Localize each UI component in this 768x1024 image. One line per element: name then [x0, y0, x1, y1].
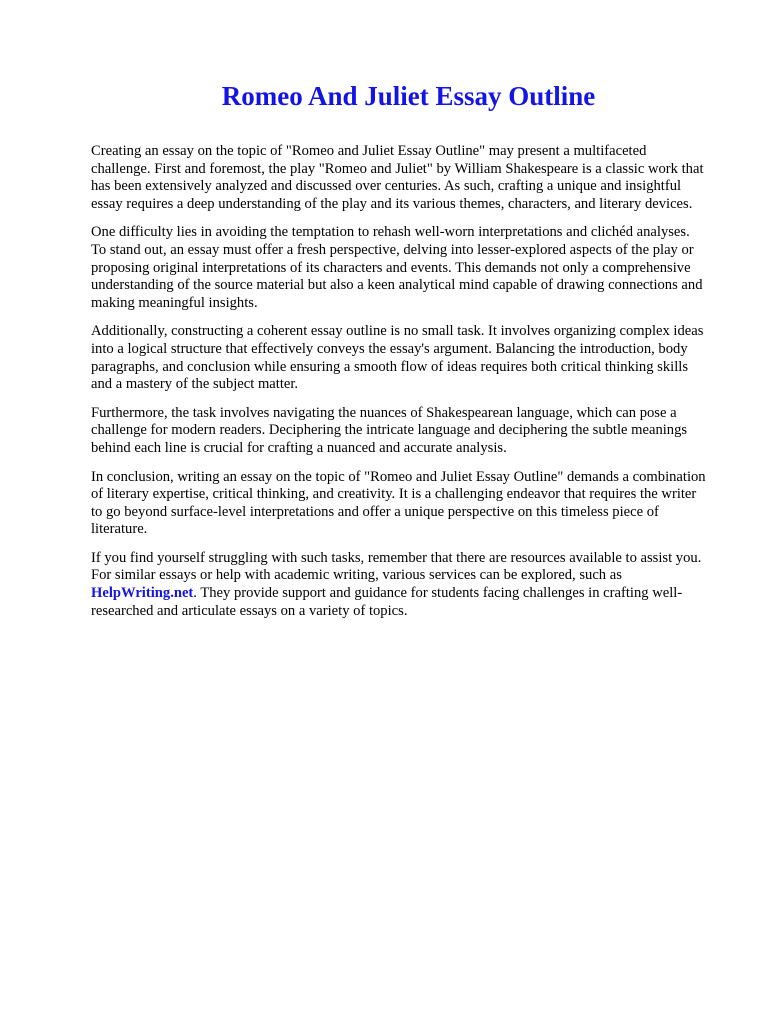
paragraph-5: In conclusion, writing an essay on the topic of "Romeo and Juliet Essay Outline" demands a combination of literary expertise, critical thinking, and creativity. It is a challenging endeavor that requires the writer to go beyond surface-level interpretations and offer a unique perspective on this timeless piece of literature.	[91, 468, 706, 538]
document-title: Romeo And Juliet Essay Outline	[221, 81, 596, 111]
paragraph-1: Creating an essay on the topic of "Romeo and Juliet Essay Outline" may present a multifaceted challenge. First and foremost, the play "Romeo and Juliet" by William Shakespeare is a classic work that has been extensively analyzed and discussed over centuries. As such, crafting a unique and insightful essay requires a deep understanding of the play and its various themes, characters, and literary devices.	[91, 143, 704, 212]
helpwriting-link[interactable]: HelpWriting.net	[91, 585, 194, 602]
paragraph-6-text-after-link: . They provide support and guidance for students facing challenges in crafting well-researched and articulate essays on a variety of topics.	[91, 585, 683, 619]
paragraph-6	[91, 550, 708, 620]
paragraph-6-text-before-link: If you find yourself struggling with such tasks, remember that there are resources available to assist you. For similar essays or help with academic writing, various services can be explored, such as	[91, 549, 702, 584]
paragraph-2: One difficulty lies in avoiding the temptation to rehash well-worn interpretations and clichéd analyses. To stand out, an essay must offer a fresh perspective, delving into lesser-explored aspects of the play or proposing original interpretations of its characters and events. This demands not only a comprehensive understanding of the source material but also a keen analytical mind capable of drawing connections and making meaningful insights.	[91, 224, 703, 311]
paragraph-4: Furthermore, the task involves navigating the nuances of Shakespearean language, which can pose a challenge for modern readers. Deciphering the intricate language and deciphering the subtle meanings behind each line is crucial for crafting a nuanced and accurate analysis.	[91, 404, 688, 456]
paragraph-3: Additionally, constructing a coherent essay outline is no small task. It involves organizing complex ideas into a logical structure that effectively conveys the essay's argument. Balancing the introduction, body paragraphs, and conclusion while ensuring a smooth flow of ideas requires both critical thinking skills and a mastery of the subject matter.	[91, 323, 704, 393]
